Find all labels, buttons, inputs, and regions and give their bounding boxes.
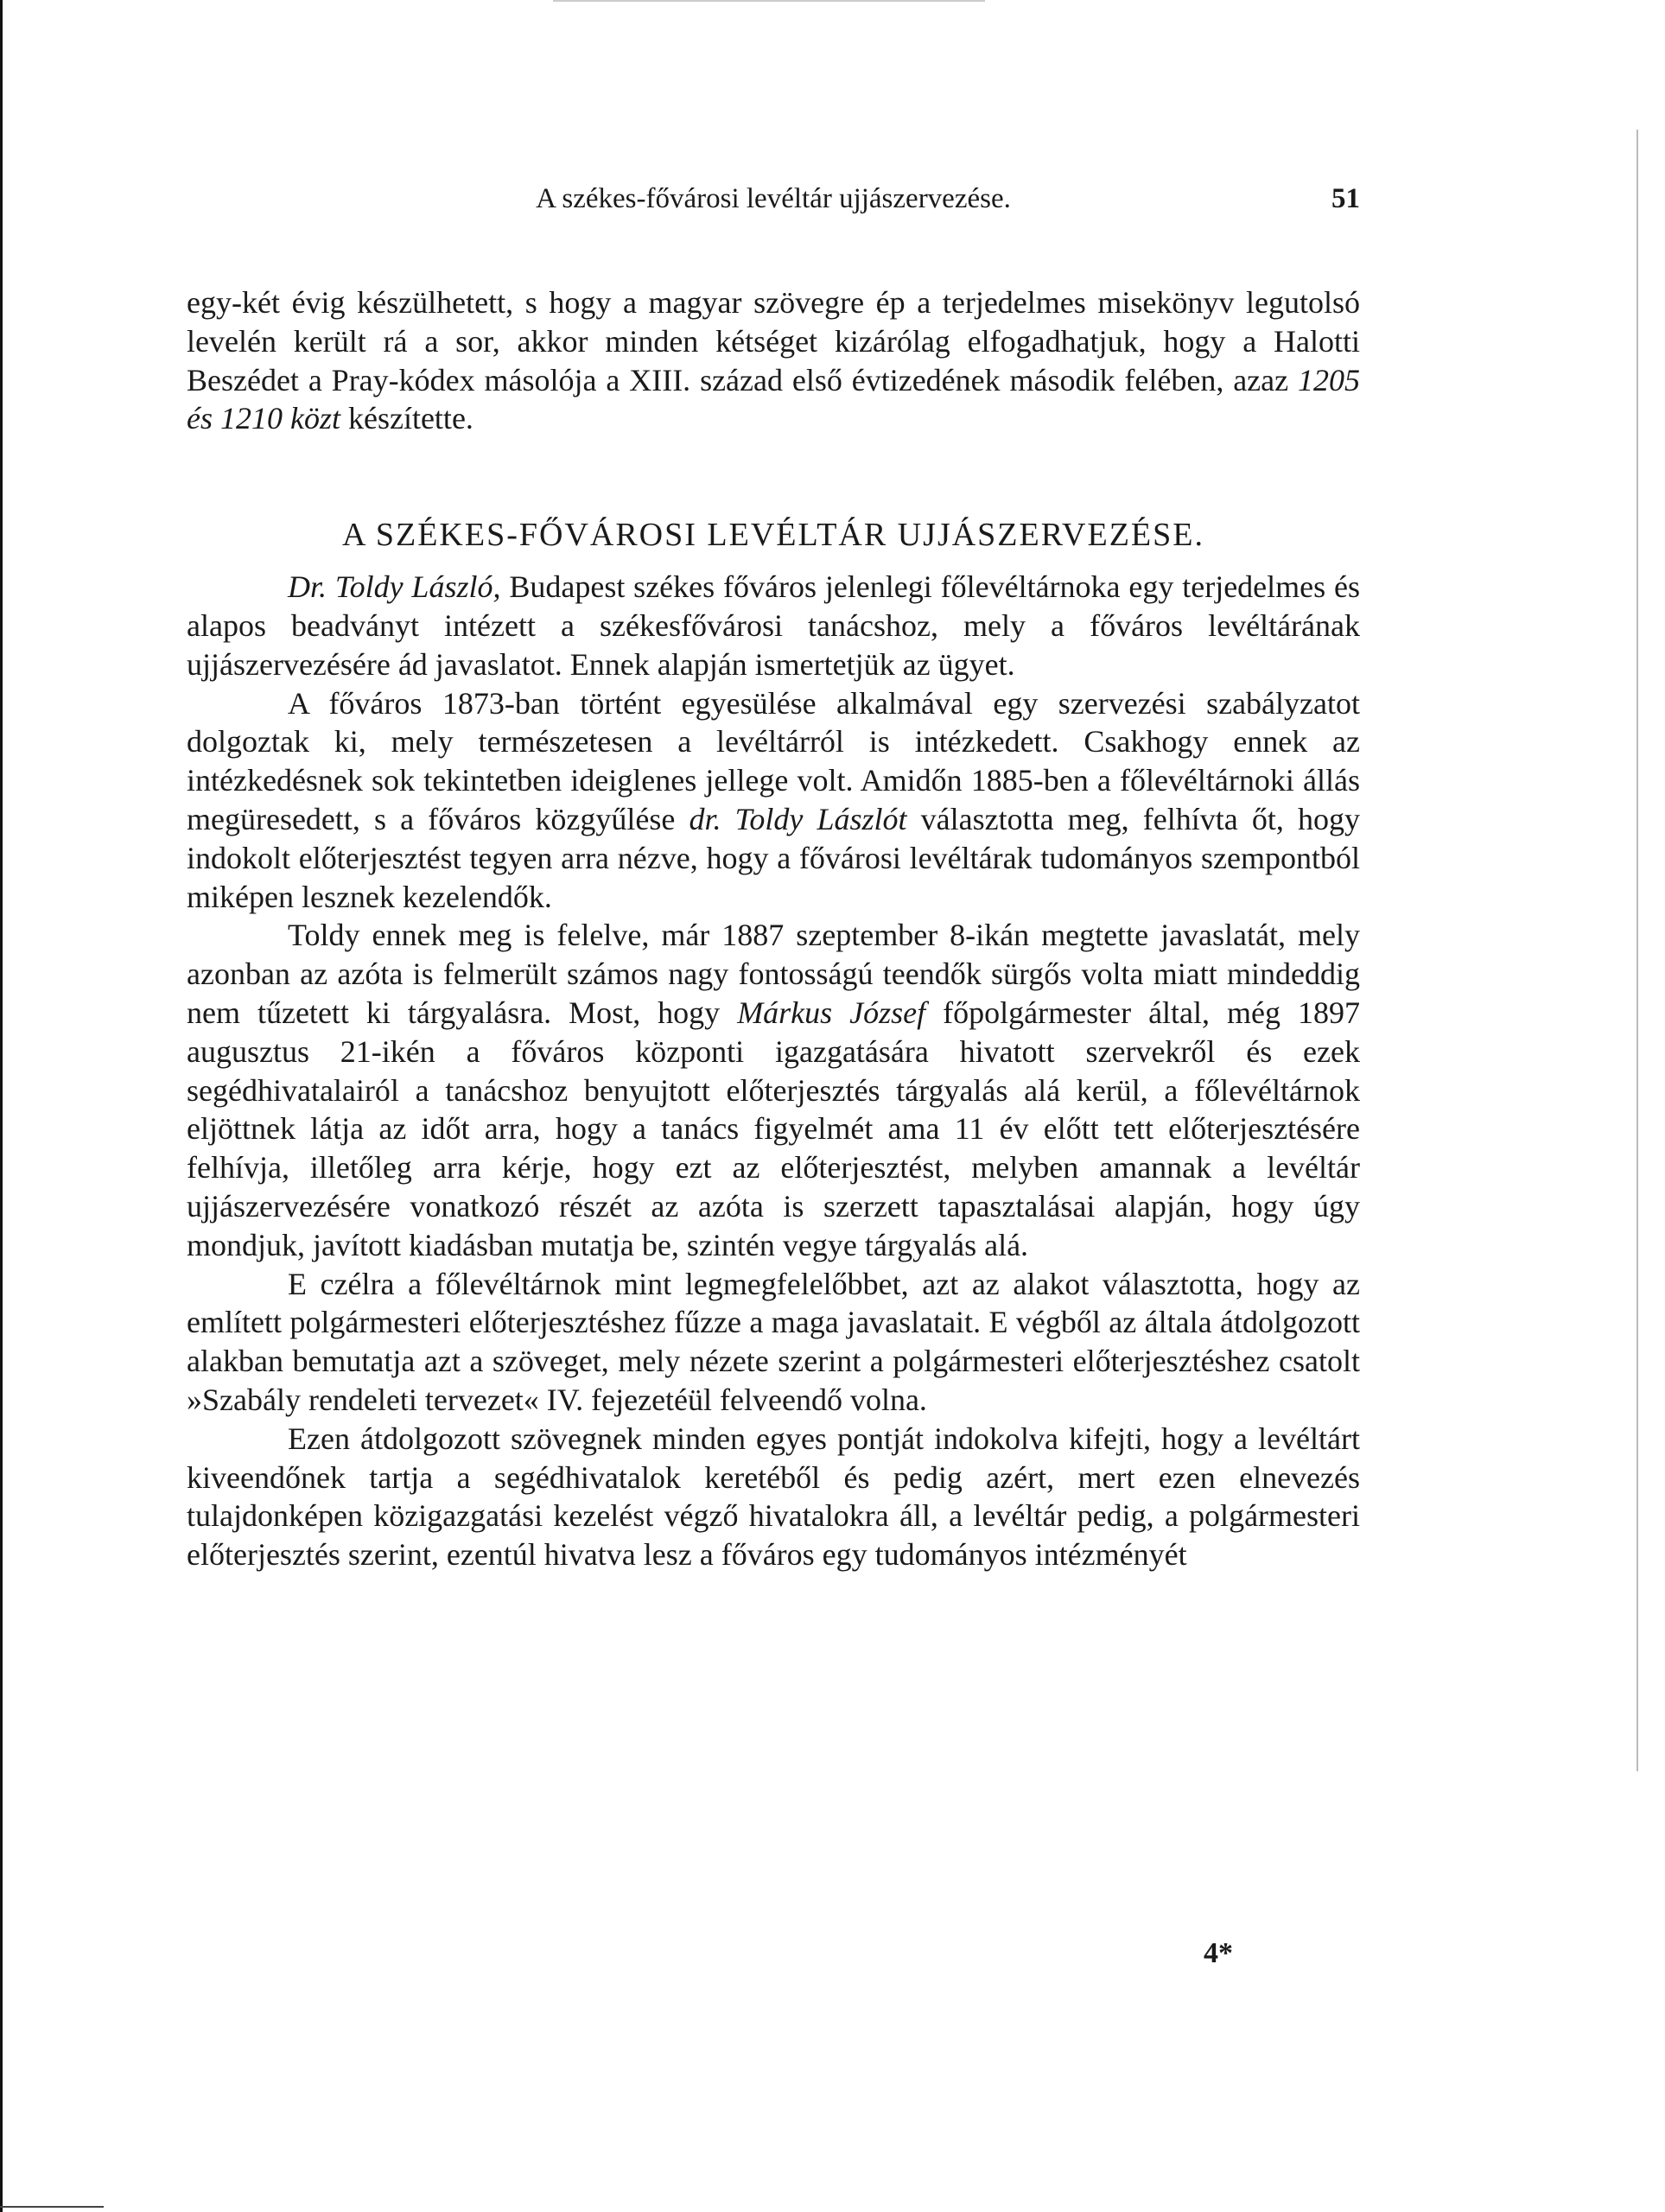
paragraph-1-dates: 1205 és 1210 közt — [187, 362, 1360, 436]
signature-mark: 4* — [1204, 1937, 1233, 1969]
page-number: 51 — [1331, 183, 1360, 214]
scan-edge-bottom — [0, 2206, 104, 2208]
paragraph-2-author: Dr. Toldy László, — [288, 569, 501, 605]
scan-edge-left — [0, 0, 3, 2212]
paragraph-6: Ezen átdolgozott szövegnek minden egyes pontját indokolva kifejti, hogy a levéltárt kiveendőnek tartja a segédhivatalok keretéből és pedig azért, mert ezen elnevezés tulajdonképen közigazgatási kezelést végző hivatalokra áll, a levéltár pedig, a polgármesteri előterjesztés szerint, ezentúl hivatva lesz a főváros egy tudományos intézményét — [187, 1421, 1360, 1573]
paragraph-5: E czélra a főlevéltárnok mint legmegfelelőbbet, azt az alakot választotta, hogy az említett polgármesteri előterjesztéshez fűzze a maga javaslatait. E végből az általa átdolgozott alakban bemutatja azt a szöveget, mely nézete szerint a polgármesteri előterjesztéshez csatolt »Szabály rendeleti tervezet« IV. fejezetéül felveendő volna. — [187, 1266, 1360, 1417]
paragraph-4-text: Toldy ennek meg is felelve, már 1887 szeptember 8-ikán megtette javaslatát, mely azonban az azóta is felmerült számos nagy fontosságú teendők sürgős volta miatt mindeddig nem tűzetett ki tárgyalásra. Most, hogy — [187, 918, 1360, 1030]
paragraph-3-text-end: választotta meg, felhívta őt, hogy indokolt előterjesztést tegyen arra nézve, hogy a fővárosi levéltárak tudományos szempontból miképen lesznek kezelendők. — [187, 801, 1361, 914]
running-head-title: A székes-fővárosi levéltár ujjászervezése. — [536, 183, 1011, 214]
paragraph-4-name: Márkus József — [737, 995, 926, 1030]
running-head — [187, 173, 1360, 225]
paragraph-1-text: egy-két évig készülhetett, s hogy a magyar szövegre ép a terjedelmes misekönyv legutolsó levelén került rá a sor, akkor minden kétséget kizárólag elfogadhatjuk, hogy a Halotti Beszédet a Pray-kódex másolója a XIII. század első évtizedének második felében, azaz — [187, 285, 1360, 397]
paragraph-3 — [187, 684, 1360, 917]
scan-edge-right — [1636, 130, 1638, 1771]
paragraph-3-name: dr. Toldy Lászlót — [689, 801, 907, 836]
paragraph-2 — [187, 568, 1360, 683]
paragraph-1-text-end: készítette. — [340, 401, 473, 436]
paragraph-1 — [187, 283, 1360, 438]
scan-edge-top — [553, 0, 985, 2]
paragraph-2-text: Budapest székes főváros jelenlegi főlevéltárnoka egy terjedelmes és alapos beadványt intézett a székesfővárosi tanácshoz, mely a főváros levéltárának ujjászervezésére ád javaslatot. Ennek alapján ismertetjük az ügyet. — [187, 569, 1360, 682]
paragraph-4 — [187, 916, 1360, 1264]
text-column — [187, 173, 1360, 1574]
paragraph-4-text-end: főpolgármester által, még 1897 augusztus 21-ikén a főváros központi igazgatására hivatott szervekről és ezek segédhivatalairól a tanácshoz benyujtott előterjesztés tárgyalás alá kerül, a főlevéltárnok eljöttnek látja az időt arra, hogy a tanács figyelmét ama 11 év előtt tett előterjesztésére felhívja, illetőleg arra kérje, hogy ezt az előterjesztést, melyben amannak a levéltár ujjászervezésére vonatkozó részét az azóta is szerzett tapasztalásai alapján, hogy úgy mondjuk, javított kiadásban mutatja be, szintén vegye tárgyalás alá. — [187, 995, 1361, 1262]
section-heading: A SZÉKES-FŐVÁROSI LEVÉLTÁR UJJÁSZERVEZÉSE. — [342, 517, 1204, 554]
paragraph-3-text: A főváros 1873-ban történt egyesülése alkalmával egy szervezési szabályzatot dolgoztak ki, mely természetesen a levéltárról is intézkedett. Csakhogy ennek az intézkedésnek sok tekintetben ideiglenes jellege volt. Amidőn 1885-ben a főlevéltárnoki állás megüresedett, s a főváros közgyűlése — [187, 685, 1360, 836]
